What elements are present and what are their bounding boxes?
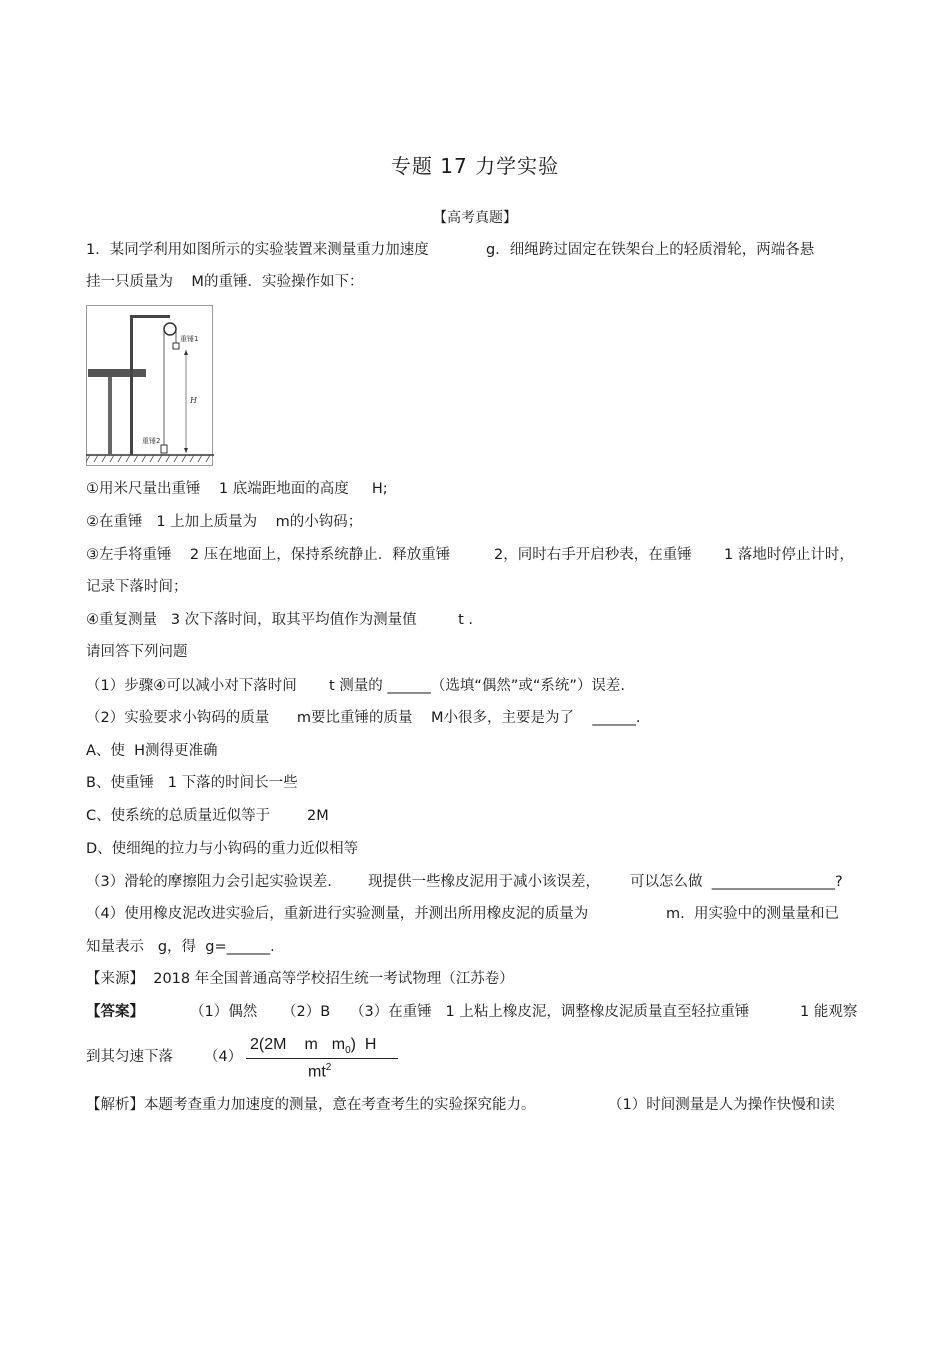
formula-numerator [246,1036,406,1056]
formula-term: mt [308,1063,326,1081]
formula-superscript: 2 [325,1062,332,1074]
formula-term: m [331,1036,346,1053]
stand-pole [130,315,133,455]
weight-2 [161,445,167,453]
question-line [86,240,815,260]
step-3 [86,545,854,565]
subquestion-3-text: （3）滑轮的摩擦阻力会引起实验误差. [86,874,332,890]
section-heading: 【高考真题】 [433,210,517,226]
experiment-figure [86,305,214,467]
weight-2-label: 重锤2 [142,437,161,445]
answer-3-cont: 到其匀速下落 [86,1049,173,1065]
subquestion-4-text: m. 用实验中的测量量和已 [666,906,839,922]
option-c: C、使系统的总质量近似等于 2M [86,808,329,824]
subquestion-2: （2）实验要求小钩码的质量 m要比重锤的质量 M小很多，主要是为了 ______. [86,710,641,726]
source-line: 【来源】 2018 年全国普通高等学校招生统一考试物理（江苏卷） [86,971,514,987]
weight-1-label: 重锤1 [180,335,199,343]
height-label: H [190,396,197,405]
option-a: A、使 H测得更准确 [86,743,218,759]
answer-line-2 [86,1047,243,1067]
analysis-text: （1）时间测量是人为操作快慢和读 [608,1097,835,1113]
subquestion-1: （1）步骤④可以减小对下落时间 t 测量的 ______（选填“偶然”或“系统”）误差. [86,678,626,694]
formula [246,1036,406,1082]
fraction-bar [246,1058,398,1059]
answer-1: （1）偶然 [190,1004,258,1020]
question-text: 1．某同学利用如图所示的实验装置来测量重力加速度 [86,242,429,258]
formula-term: m [304,1036,318,1053]
prompt-text: 请回答下列问题 [86,644,188,660]
option-d: D、使细绳的拉力与小钩码的重力近似相等 [86,841,359,857]
step-1: ①用米尺量出重锤 1 底端距地面的高度 H; [86,481,388,497]
analysis-text: 【解析】本题考查重力加速度的测量，意在考查考生的实验探究能力。 [86,1097,536,1113]
answer-label: 【答案】 [86,1004,144,1020]
answer-3: （3）在重锤 1 上粘上橡皮泥，调整橡皮泥质量直至轻拉重锤 [350,1004,750,1020]
table-leg [108,377,112,455]
step-2: ②在重锤 1 上加上质量为 m的小钩码； [86,514,363,530]
subquestion-3-text: 可以怎么做 _________________? [630,874,843,890]
answer-2: （2）B [282,1004,331,1020]
ground-hatch [86,455,210,462]
stand-arm [130,315,170,318]
subquestion-3 [86,872,843,892]
weight-1 [173,343,179,349]
answer-4: （4） [204,1049,243,1065]
pulley [164,323,176,335]
subquestion-3-text: 现提供一些橡皮泥用于减小该误差， [368,874,600,890]
answer-3b: 1 能观察 [800,1004,858,1020]
step-3-text: 2，同时右手开启秒表，在重锤 [494,547,692,563]
step-3-text: ③左手将重锤 2 压在地面上，保持系统静止．释放重锤 [86,547,451,563]
subquestion-4 [86,904,839,924]
question-text: g．细绳跨过固定在铁架台上的轻质滑轮，两端各悬 [486,242,815,258]
answer-line [86,1002,858,1022]
formula-term: ) H [350,1036,377,1053]
table-top [88,369,146,377]
analysis-line [86,1095,835,1115]
formula-subscript: 0 [345,1045,351,1057]
subquestion-4-text: （4）使用橡皮泥改进实验后，重新进行实验测量，并测出所用橡皮泥的质量为 [86,906,589,922]
subquestion-4-cont: 知量表示 g，得 g=______. [86,939,275,955]
step-3-text: 1 落地时停止计时， [724,547,854,563]
option-b: B、使重锤 1 下落的时间长一些 [86,775,298,791]
formula-term: 2(2M [250,1036,287,1053]
formula-denominator [246,1062,406,1081]
question-line: 挂一只质量为 M的重锤．实验操作如下： [86,274,364,290]
step-3-cont: 记录下落时间； [86,579,188,595]
step-4: ④重复测量 3 次下落时间，取其平均值作为测量值 t . [86,612,474,628]
page-title: 专题 17 力学实验 [390,154,560,178]
